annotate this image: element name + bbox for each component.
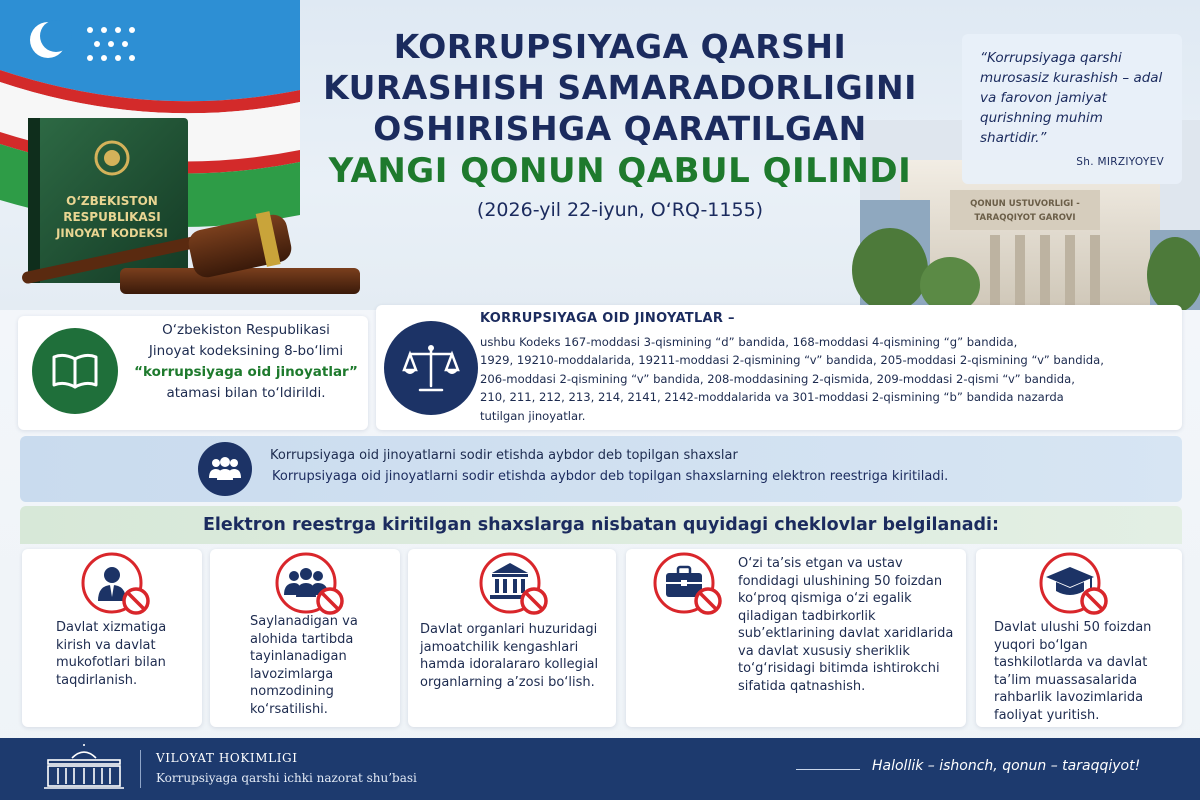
- restriction-line: Davlat xizmatiga: [56, 620, 167, 635]
- restriction-line: Davlat ulushi 50 foizdan: [994, 620, 1152, 635]
- building-sign-line1: QONUN USTUVORLIGI -: [970, 199, 1080, 209]
- hero-banner: [0, 0, 1200, 310]
- restriction-line: ko‘proq qismiga o‘zi egalik: [738, 591, 912, 606]
- restriction-card: [976, 549, 1182, 727]
- quote-card: [962, 34, 1182, 184]
- chapter-line3: atamasi bilan to‘ldirildi.: [166, 385, 326, 401]
- restriction-line: sifatida qatnashish.: [738, 678, 866, 694]
- restriction-card: [408, 549, 616, 727]
- restriction-line: kirish va davlat: [56, 637, 156, 653]
- restriction-line: sub’ektlarining davlat xaridlarida: [738, 626, 954, 641]
- restriction-line: nomzodining: [250, 684, 334, 699]
- restriction-line: taqdirlanish.: [56, 672, 138, 688]
- restriction-line: faoliyat yuritish.: [994, 707, 1100, 723]
- quote-text: “Korrupsiyaga qarshi murosasiz kurashish – adal va farovon jamiyat qurishning muhim shartidir.”: [980, 50, 1163, 146]
- crimes-line: 206-moddasi 2-qismining “v” bandida, 208-moddasining 2-qismida, 209-moddasi 2-qismi “v” bandida,: [480, 371, 1075, 386]
- crimes-card: [376, 305, 1182, 430]
- restriction-text: [56, 619, 196, 689]
- crimes-line: tutilgan jinoyatlar.: [480, 408, 586, 423]
- restriction-line: organlarning a’zosi bo‘lish.: [420, 674, 595, 690]
- open-book-icon: [32, 328, 118, 414]
- book-label-line3: JINOYAT KODEKSI: [56, 226, 168, 240]
- people-group-icon: [198, 442, 252, 496]
- restriction-line: rahbarlik lavozimlarida: [994, 690, 1144, 705]
- footer-slogan: Halollik – ishonch, qonun – taraqqiyot!: [872, 758, 1141, 774]
- crimes-line: ushbu Kodeks 167-moddasi 3-qismining “d” bandida, 168-moddasi 4-qismining “g” bandida,: [480, 335, 1018, 349]
- chapter-line1: O‘zbekiston Respublikasi: [162, 322, 330, 338]
- headline-line2: KURASHISH SAMARADORLIGINI: [323, 68, 917, 107]
- restriction-line: hamda idoralararo kollegial: [420, 657, 599, 672]
- book-label-line1: O‘ZBEKISTON: [66, 194, 158, 208]
- headline-line4: YANGI QONUN QABUL QILINDI: [328, 151, 912, 191]
- law-date: (2026-yil 22-iyun, O‘RQ-1155): [476, 199, 764, 221]
- footer: [0, 738, 1200, 800]
- headline-line3: OSHIRISHGA QARATILGAN: [373, 109, 867, 148]
- restriction-line: fondidagi ulushining 50 foizdan: [738, 573, 943, 589]
- restrictions-heading: Elektron reestrga kiritilgan shaxslarga nisbatan quyidagi cheklovlar belgilanadi:: [20, 506, 1182, 544]
- restriction-card: [22, 549, 202, 727]
- restriction-line: mukofotlari bilan: [56, 655, 166, 670]
- footer-decor-line: [796, 769, 860, 770]
- graduation-cap-prohibited-icon: [1038, 551, 1112, 617]
- restriction-text: [994, 619, 1174, 724]
- registry-line2: Korrupsiyaga oid jinoyatlarni sodir etishda aybdor deb topilgan shaxslarning elektron reestriga kiritiladi.: [272, 469, 949, 484]
- crimes-title: KORRUPSIYAGA OID JINOYATLAR –: [480, 311, 735, 326]
- restriction-card: [626, 549, 966, 727]
- footer-org: VILOYAT HOKIMLIGI: [156, 751, 298, 765]
- restriction-card: [210, 549, 400, 727]
- chapter-highlight: “korrupsiyaga oid jinoyatlar”: [134, 364, 358, 380]
- government-building-prohibited-icon: [478, 551, 552, 617]
- person-prohibited-icon: [80, 551, 154, 617]
- restriction-line: ko‘rsatilishi.: [250, 701, 328, 717]
- government-building-icon: [42, 744, 126, 794]
- chapter-line2: Jinoyat kodeksining 8-bo‘limi: [148, 343, 344, 359]
- crimes-line: 1929, 19210-moddalarida, 19211-moddasi 2-qismining “v” bandida, 205-moddasi 2-qismining “v” bandida,: [480, 353, 1104, 368]
- registry-line1: Korrupsiyaga oid jinoyatlarni sodir etishda aybdor deb topilgan shaxslar: [270, 448, 738, 463]
- restriction-line: to‘g‘risidagi bitimda ishtirokchi: [738, 661, 940, 676]
- footer-dept: Korrupsiyaga qarshi ichki nazorat shu’basi: [156, 771, 417, 785]
- restriction-line: va davlat xususiy sheriklik: [738, 643, 910, 659]
- quote-author: Sh. MIRZIYOYEV: [1076, 156, 1164, 168]
- restriction-line: alohida tartibda: [250, 631, 354, 647]
- restriction-line: lavozimlarga: [250, 666, 334, 682]
- restriction-text: [738, 555, 960, 695]
- restriction-line: Davlat organlari huzuridagi: [420, 622, 598, 637]
- restriction-text: [250, 613, 390, 718]
- group-prohibited-icon: [274, 551, 348, 617]
- restriction-line: O‘zi ta’sis etgan va ustav: [738, 556, 903, 571]
- restriction-line: tayinlanadigan: [250, 649, 347, 664]
- chapter-card: [18, 316, 368, 430]
- headline-line1: KORRUPSIYAGA QARSHI: [393, 27, 847, 66]
- restriction-line: tashkilotlarda va davlat: [994, 655, 1148, 670]
- scales-icon: [384, 321, 478, 415]
- crimes-line: 210, 211, 212, 213, 214, 2141, 2142-moddalarida va 301-moddasi 2-qismining “b” bandida nazarda: [480, 390, 1064, 405]
- restriction-line: yuqori bo‘lgan: [994, 637, 1088, 653]
- registry-banner: [20, 436, 1182, 502]
- building-sign-line2: TARAQQIYOT GAROVI: [974, 213, 1076, 223]
- chapter-text: [130, 320, 362, 404]
- headline: [300, 26, 940, 221]
- restriction-text: [420, 621, 612, 691]
- restriction-line: ta’lim muassasalarida: [994, 672, 1138, 688]
- restriction-line: jamoatchilik kengashlari: [420, 639, 579, 655]
- book-label-line2: RESPUBLIKASI: [63, 210, 161, 224]
- briefcase-prohibited-icon: [652, 551, 726, 617]
- restriction-line: Saylanadigan va: [250, 614, 358, 629]
- restriction-line: qiladigan tadbirkorlik: [738, 608, 876, 624]
- footer-divider: [140, 750, 141, 788]
- crimes-body: [480, 333, 1170, 425]
